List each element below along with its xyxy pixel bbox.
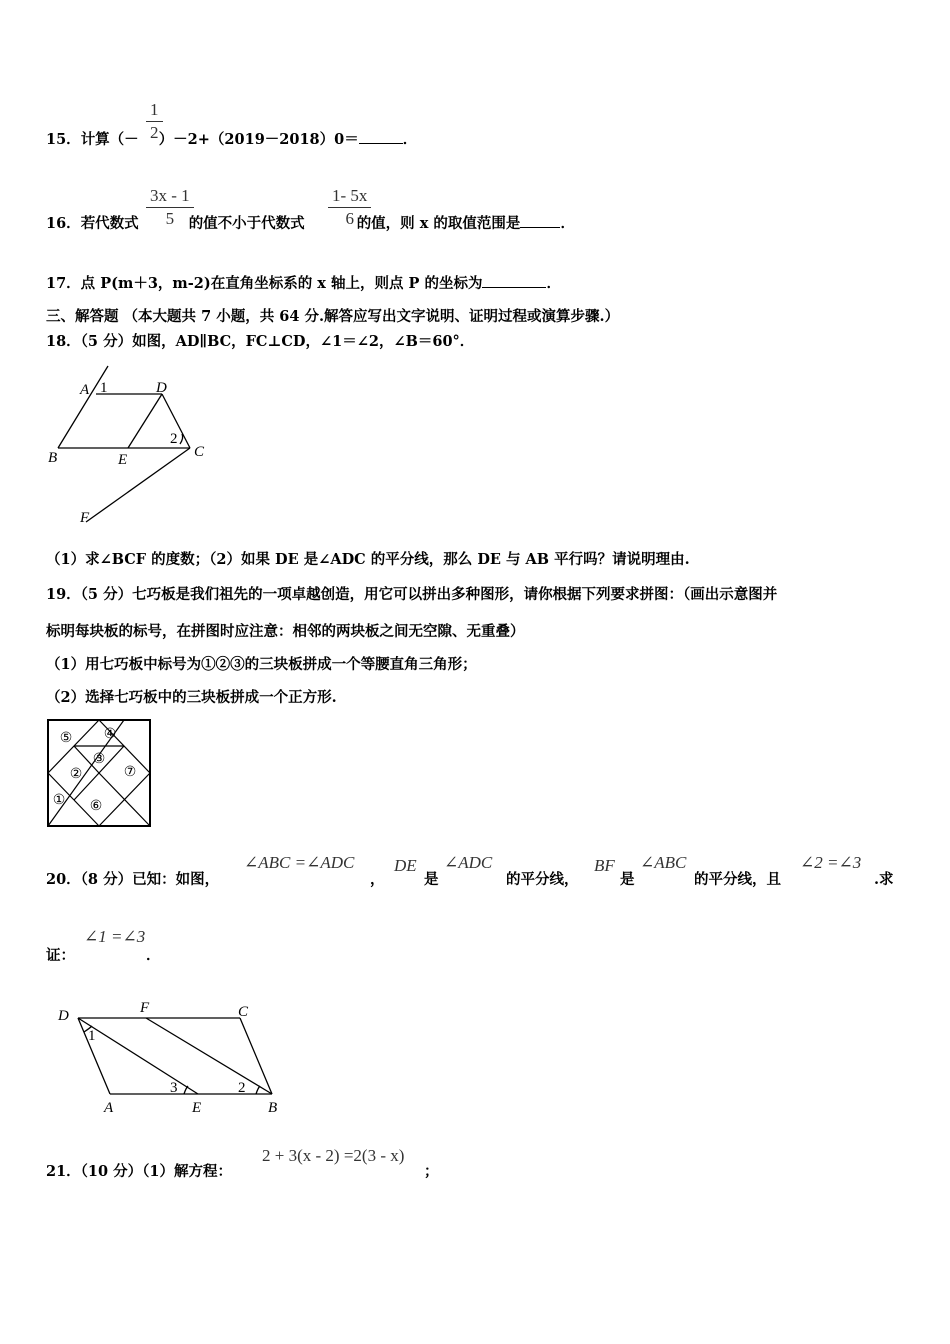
q16-tail: 的值，则 x 的取值范围是 — [356, 215, 521, 232]
q18-label-f: F — [80, 510, 90, 526]
q16-lead: 若代数式 — [80, 215, 139, 232]
q20-label-3: 3 — [170, 1080, 178, 1096]
q21-lead: 21．（10 分）（1）解方程： — [46, 1163, 232, 1180]
question-19-sub2 — [46, 686, 337, 707]
q20-line-fb — [146, 1018, 272, 1094]
q20-math-3: ∠ADC — [444, 853, 493, 872]
q19-sub2: （2）选择七巧板中的三块板拼成一个正方形. — [46, 689, 337, 706]
question-15 — [46, 128, 417, 149]
tangram-label-6: ⑥ — [89, 799, 103, 814]
tangram-label-3: ③ — [92, 752, 106, 767]
q16-frac2-num: 1- 5x — [332, 186, 368, 205]
question-19-line1 — [46, 583, 777, 604]
q21-equation: 2 + 3(x - 2) =2(3 - x) — [262, 1146, 405, 1165]
question-21 — [46, 1160, 232, 1181]
q17-blank — [482, 275, 546, 288]
question-18 — [46, 330, 474, 351]
q18-text: 18．（5 分）如图，AD∥BC，FC⊥CD，∠1＝∠2，∠B＝60°． — [46, 333, 475, 350]
q20-line-de — [78, 1018, 198, 1094]
q18-line-ba — [58, 366, 108, 448]
tangram-figure — [46, 718, 152, 828]
q21-end: ； — [424, 1163, 439, 1180]
q20-line2-end: ． — [146, 947, 161, 964]
q20-text-5: 的平分线，且 — [694, 871, 781, 888]
q18-label-b: B — [48, 450, 58, 466]
section-3-heading — [46, 305, 619, 326]
q17-text: 17．点 P(m＋3，m-2)在直角坐标系的 x 轴上，则点 P 的坐标为 — [46, 275, 483, 292]
q20-math-7: ∠1 =∠3 — [84, 927, 146, 946]
q20-math-6: ∠2 =∠3 — [800, 853, 862, 872]
q20-label-c: C — [238, 1004, 249, 1020]
q15-fraction — [146, 100, 163, 143]
q20-lead: 20．（8 分）已知：如图， — [46, 871, 220, 888]
tangram-label-4: ④ — [103, 727, 117, 742]
q16-mid: 的值不小于代数式 — [188, 215, 305, 232]
q15-tail: ）－2+（2019－2018）0＝ — [158, 131, 359, 148]
q17-end: ． — [546, 275, 561, 292]
q18-line-cf — [86, 448, 190, 522]
q16-frac1-den: 5 — [165, 209, 175, 228]
q20-math-4: BF — [594, 856, 615, 875]
tangram-label-7: ⑦ — [123, 765, 137, 780]
q20-label-d: D — [58, 1008, 69, 1024]
q16-end: ． — [560, 215, 575, 232]
question-19-sub1 — [46, 653, 477, 674]
tangram-label-1: ① — [52, 793, 66, 808]
q20-text-2: 是 — [424, 871, 439, 888]
q18-sub: （1）求∠BCF 的度数；（2）如果 DE 是∠ADC 的平分线，那么 DE 与 AB 平行吗？请说明理由. — [46, 551, 690, 568]
q15-end: ． — [402, 131, 418, 148]
q16-frac2-den: 6 — [345, 209, 354, 228]
q20-math-2: DE — [394, 856, 417, 875]
q15-frac-den: 2 — [150, 123, 159, 142]
q18-label-2: 2 — [170, 431, 178, 447]
q18-figure — [40, 360, 230, 530]
q20-label-a: A — [104, 1100, 114, 1116]
q20-text-4: 是 — [620, 871, 635, 888]
q20-text-3: 的平分线， — [506, 871, 579, 888]
q18-label-a: A — [80, 382, 90, 398]
q20-figure — [52, 994, 292, 1124]
q20-angle-3-arc — [184, 1086, 188, 1094]
q16-fraction-1 — [146, 186, 194, 229]
q18-label-e: E — [118, 452, 128, 468]
q18-label-c: C — [194, 444, 205, 460]
q20-label-1: 1 — [88, 1028, 96, 1044]
q20-text-6: .求 — [874, 871, 894, 888]
q19-sub1: （1）用七巧板中标号为①②③的三块板拼成一个等腰直角三角形； — [46, 656, 477, 673]
q20-math-1: ∠ABC =∠ADC — [244, 853, 355, 872]
q16-number: 16． — [46, 215, 81, 232]
q20-line2-lead: 证： — [46, 947, 75, 964]
q18-label-d: D — [156, 380, 167, 396]
tangram-label-2: ② — [69, 767, 83, 782]
q20-label-e: E — [192, 1100, 202, 1116]
question-16 — [46, 212, 575, 233]
q18-label-1: 1 — [100, 380, 108, 396]
q20-label-2: 2 — [238, 1080, 246, 1096]
question-20-line1 — [46, 868, 219, 889]
q19-line1: 19．（5 分）七巧板是我们祖先的一项卓越创造，用它可以拼出多种图形，请你根据下列要求拼图：（画出示意图并 — [46, 586, 778, 603]
q20-angle-2-arc — [256, 1086, 260, 1094]
q18-angle-2-arc — [180, 434, 183, 444]
q16-frac1-num: 3x - 1 — [150, 186, 190, 205]
tangram-label-5: ⑤ — [59, 731, 73, 746]
q20-label-b: B — [268, 1100, 278, 1116]
q15-frac-num: 1 — [150, 100, 159, 119]
q16-blank — [520, 215, 560, 228]
question-19-line2 — [46, 620, 525, 641]
q20-math-5: ∠ABC — [640, 853, 687, 872]
question-20-line2 — [46, 944, 75, 965]
q16-fraction-2 — [328, 186, 371, 229]
q18-line-de — [128, 394, 162, 448]
question-17 — [46, 272, 561, 293]
question-18-subparts — [46, 548, 690, 569]
q15-lead: 计算（－ — [80, 131, 139, 148]
q15-blank — [359, 131, 403, 144]
q19-line2: 标明每块板的标号，在拼图时应注意：相邻的两块板之间无空隙、无重叠） — [46, 623, 525, 640]
section3-text: 三、解答题 （本大题共 7 小题，共 64 分.解答应写出文字说明、证明过程或演算步骤.） — [46, 308, 620, 325]
q20-comma-1: ， — [370, 871, 385, 888]
q15-number: 15． — [46, 131, 81, 148]
q20-label-f: F — [140, 1000, 150, 1016]
